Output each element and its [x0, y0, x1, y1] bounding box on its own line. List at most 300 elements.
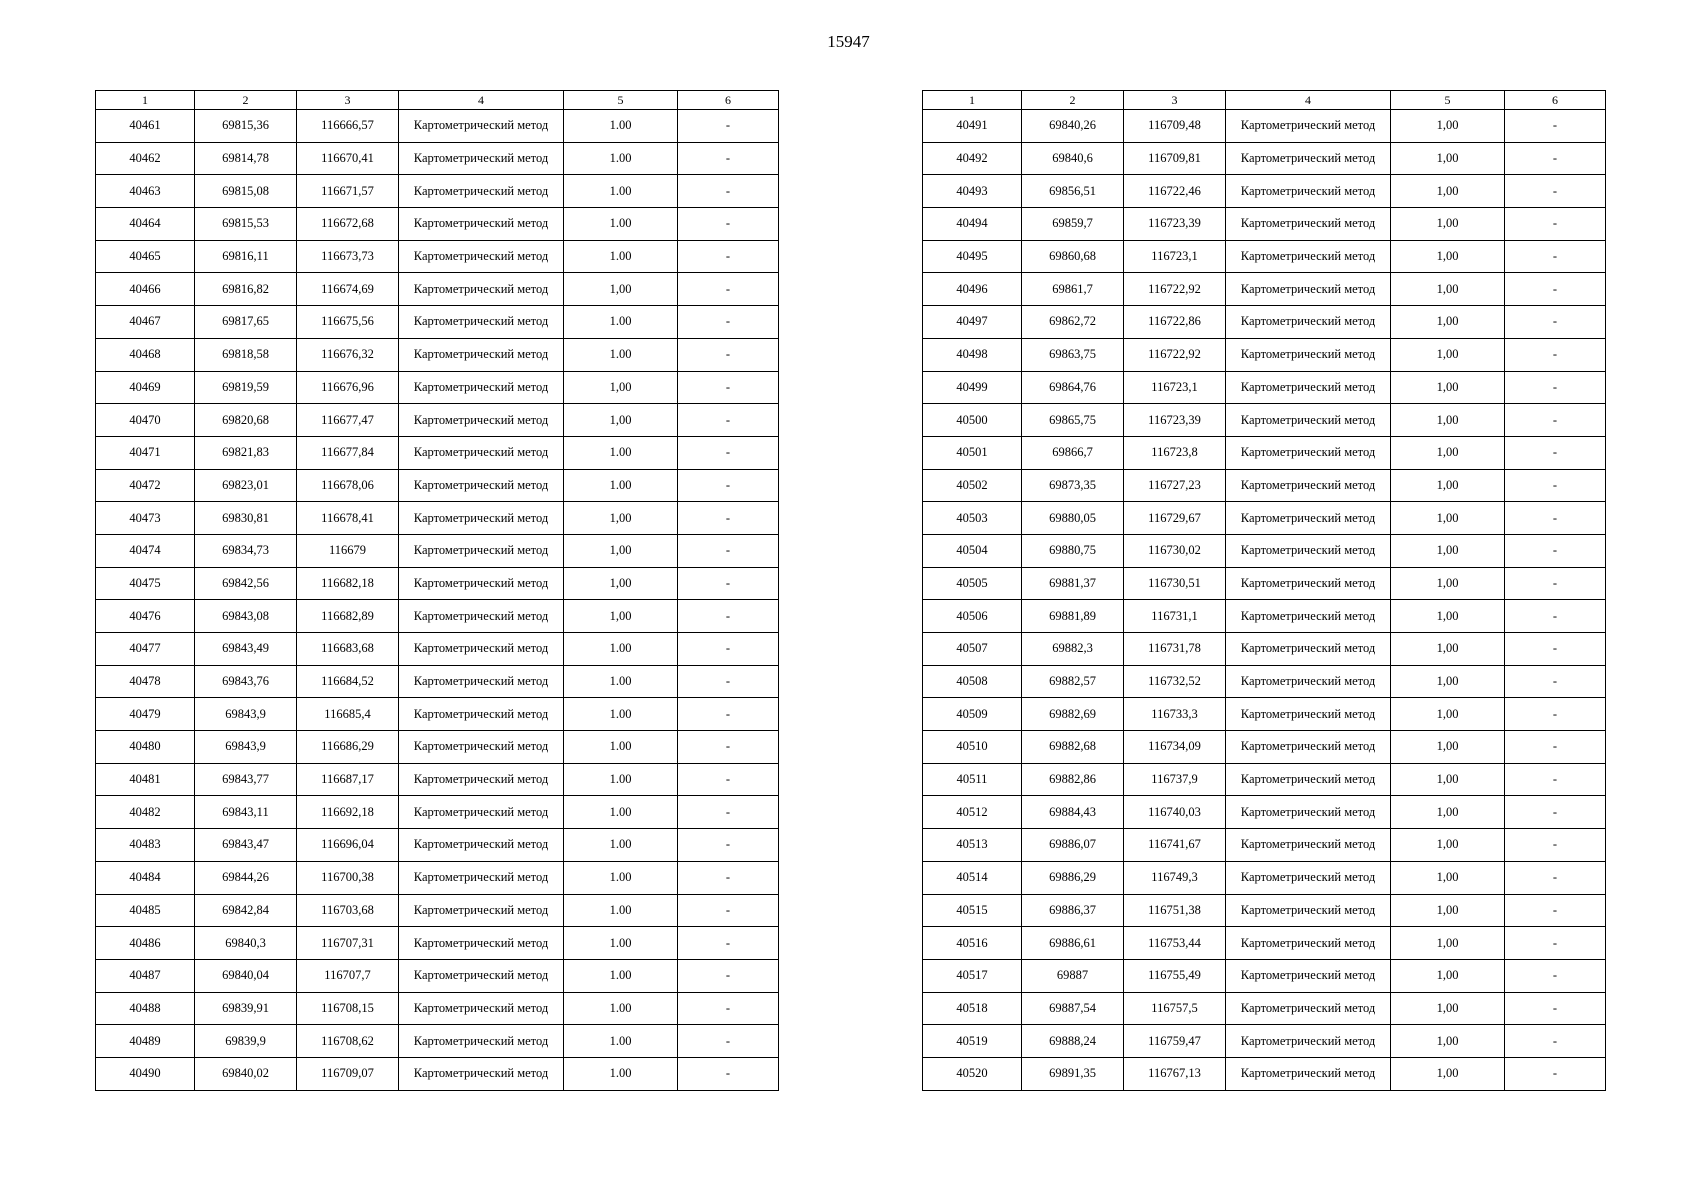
accuracy-cell: 1.00 [564, 1057, 678, 1090]
y-coordinate-cell: 116723,1 [1124, 371, 1226, 404]
table-row [923, 142, 1606, 175]
method-cell: Картометрический метод [399, 894, 564, 927]
x-coordinate-cell: 69864,76 [1022, 371, 1124, 404]
method-cell: Картометрический метод [1226, 992, 1391, 1025]
table-row [96, 600, 779, 633]
method-cell: Картометрический метод [1226, 142, 1391, 175]
accuracy-cell: 1.00 [564, 861, 678, 894]
accuracy-cell: 1.00 [564, 338, 678, 371]
table-row [923, 600, 1606, 633]
description-cell: - [678, 600, 779, 633]
column-header: 1 [96, 91, 195, 110]
method-cell: Картометрический метод [399, 1057, 564, 1090]
x-coordinate-cell: 69814,78 [195, 142, 297, 175]
point-number-cell: 40475 [96, 567, 195, 600]
method-cell: Картометрический метод [1226, 502, 1391, 535]
accuracy-cell: 1,00 [1391, 534, 1505, 567]
point-number-cell: 40517 [923, 959, 1022, 992]
description-cell: - [678, 534, 779, 567]
y-coordinate-cell: 116741,67 [1124, 829, 1226, 862]
method-cell: Картометрический метод [1226, 567, 1391, 600]
y-coordinate-cell: 116759,47 [1124, 1025, 1226, 1058]
point-number-cell: 40478 [96, 665, 195, 698]
x-coordinate-cell: 69843,08 [195, 600, 297, 633]
description-cell: - [1505, 927, 1606, 960]
point-number-cell: 40507 [923, 633, 1022, 666]
accuracy-cell: 1.00 [564, 829, 678, 862]
x-coordinate-cell: 69840,26 [1022, 110, 1124, 143]
method-cell: Картометрический метод [1226, 175, 1391, 208]
point-number-cell: 40465 [96, 240, 195, 273]
y-coordinate-cell: 116692,18 [297, 796, 399, 829]
description-cell: - [1505, 338, 1606, 371]
y-coordinate-cell: 116707,7 [297, 959, 399, 992]
method-cell: Картометрический метод [399, 273, 564, 306]
y-coordinate-cell: 116723,8 [1124, 436, 1226, 469]
table-row [96, 404, 779, 437]
method-cell: Картометрический метод [1226, 1025, 1391, 1058]
table-row [923, 436, 1606, 469]
method-cell: Картометрический метод [1226, 240, 1391, 273]
coordinates-table-right [922, 90, 1606, 1091]
accuracy-cell: 1,00 [1391, 306, 1505, 339]
description-cell: - [678, 1057, 779, 1090]
method-cell: Картометрический метод [399, 992, 564, 1025]
table-row [923, 567, 1606, 600]
y-coordinate-cell: 116733,3 [1124, 698, 1226, 731]
table-row [96, 665, 779, 698]
x-coordinate-cell: 69842,84 [195, 894, 297, 927]
method-cell: Картометрический метод [1226, 338, 1391, 371]
method-cell: Картометрический метод [399, 306, 564, 339]
accuracy-cell: 1.00 [564, 306, 678, 339]
accuracy-cell: 1,00 [564, 404, 678, 437]
description-cell: - [1505, 894, 1606, 927]
table-row [96, 142, 779, 175]
x-coordinate-cell: 69840,04 [195, 959, 297, 992]
y-coordinate-cell: 116709,81 [1124, 142, 1226, 175]
y-coordinate-cell: 116700,38 [297, 861, 399, 894]
method-cell: Картометрический метод [399, 436, 564, 469]
point-number-cell: 40502 [923, 469, 1022, 502]
accuracy-cell: 1.00 [564, 894, 678, 927]
accuracy-cell: 1,00 [1391, 469, 1505, 502]
point-number-cell: 40510 [923, 731, 1022, 764]
y-coordinate-cell: 116730,02 [1124, 534, 1226, 567]
y-coordinate-cell: 116678,06 [297, 469, 399, 502]
description-cell: - [678, 992, 779, 1025]
column-header: 4 [1226, 91, 1391, 110]
method-cell: Картометрический метод [1226, 436, 1391, 469]
y-coordinate-cell: 116734,09 [1124, 731, 1226, 764]
y-coordinate-cell: 116703,68 [297, 894, 399, 927]
point-number-cell: 40471 [96, 436, 195, 469]
y-coordinate-cell: 116730,51 [1124, 567, 1226, 600]
x-coordinate-cell: 69861,7 [1022, 273, 1124, 306]
x-coordinate-cell: 69860,68 [1022, 240, 1124, 273]
y-coordinate-cell: 116731,1 [1124, 600, 1226, 633]
method-cell: Картометрический метод [399, 469, 564, 502]
column-header: 6 [678, 91, 779, 110]
accuracy-cell: 1,00 [1391, 567, 1505, 600]
description-cell: - [678, 633, 779, 666]
y-coordinate-cell: 116682,89 [297, 600, 399, 633]
accuracy-cell: 1,00 [1391, 698, 1505, 731]
y-coordinate-cell: 116673,73 [297, 240, 399, 273]
accuracy-cell: 1,00 [1391, 600, 1505, 633]
description-cell: - [1505, 959, 1606, 992]
x-coordinate-cell: 69880,05 [1022, 502, 1124, 535]
x-coordinate-cell: 69821,83 [195, 436, 297, 469]
x-coordinate-cell: 69882,3 [1022, 633, 1124, 666]
table-row [96, 829, 779, 862]
x-coordinate-cell: 69816,82 [195, 273, 297, 306]
method-cell: Картометрический метод [399, 1025, 564, 1058]
y-coordinate-cell: 116675,56 [297, 306, 399, 339]
method-cell: Картометрический метод [399, 534, 564, 567]
accuracy-cell: 1.00 [564, 110, 678, 143]
page-number: 15947 [827, 32, 870, 51]
accuracy-cell: 1.00 [564, 731, 678, 764]
point-number-cell: 40473 [96, 502, 195, 535]
accuracy-cell: 1,00 [1391, 208, 1505, 241]
point-number-cell: 40519 [923, 1025, 1022, 1058]
y-coordinate-cell: 116727,23 [1124, 469, 1226, 502]
table-row [96, 698, 779, 731]
point-number-cell: 40515 [923, 894, 1022, 927]
y-coordinate-cell: 116722,86 [1124, 306, 1226, 339]
method-cell: Картометрический метод [399, 338, 564, 371]
y-coordinate-cell: 116749,3 [1124, 861, 1226, 894]
description-cell: - [1505, 534, 1606, 567]
accuracy-cell: 1.00 [564, 633, 678, 666]
accuracy-cell: 1,00 [1391, 436, 1505, 469]
accuracy-cell: 1.00 [564, 665, 678, 698]
y-coordinate-cell: 116723,39 [1124, 208, 1226, 241]
method-cell: Картометрический метод [399, 567, 564, 600]
x-coordinate-cell: 69880,75 [1022, 534, 1124, 567]
point-number-cell: 40467 [96, 306, 195, 339]
y-coordinate-cell: 116687,17 [297, 763, 399, 796]
table-row [923, 110, 1606, 143]
accuracy-cell: 1,00 [564, 502, 678, 535]
table-row [96, 469, 779, 502]
y-coordinate-cell: 116686,29 [297, 731, 399, 764]
table-row [96, 436, 779, 469]
x-coordinate-cell: 69884,43 [1022, 796, 1124, 829]
accuracy-cell: 1,00 [1391, 633, 1505, 666]
method-cell: Картометрический метод [1226, 665, 1391, 698]
table-row [96, 567, 779, 600]
description-cell: - [678, 110, 779, 143]
table-row [923, 829, 1606, 862]
description-cell: - [678, 240, 779, 273]
accuracy-cell: 1,00 [1391, 1057, 1505, 1090]
description-cell: - [1505, 567, 1606, 600]
table-row [923, 698, 1606, 731]
description-cell: - [678, 665, 779, 698]
table-row [96, 502, 779, 535]
table-row [923, 338, 1606, 371]
method-cell: Картометрический метод [399, 665, 564, 698]
table-row [923, 894, 1606, 927]
accuracy-cell: 1.00 [564, 142, 678, 175]
description-cell: - [1505, 175, 1606, 208]
method-cell: Картометрический метод [1226, 731, 1391, 764]
description-cell: - [678, 436, 779, 469]
point-number-cell: 40470 [96, 404, 195, 437]
point-number-cell: 40506 [923, 600, 1022, 633]
description-cell: - [1505, 665, 1606, 698]
y-coordinate-cell: 116678,41 [297, 502, 399, 535]
method-cell: Картометрический метод [399, 796, 564, 829]
y-coordinate-cell: 116722,92 [1124, 338, 1226, 371]
column-header: 5 [1391, 91, 1505, 110]
x-coordinate-cell: 69817,65 [195, 306, 297, 339]
description-cell: - [678, 698, 779, 731]
description-cell: - [678, 894, 779, 927]
description-cell: - [1505, 502, 1606, 535]
x-coordinate-cell: 69840,6 [1022, 142, 1124, 175]
method-cell: Картометрический метод [1226, 110, 1391, 143]
accuracy-cell: 1.00 [564, 698, 678, 731]
method-cell: Картометрический метод [399, 698, 564, 731]
description-cell: - [678, 567, 779, 600]
y-coordinate-cell: 116709,07 [297, 1057, 399, 1090]
description-cell: - [678, 796, 779, 829]
accuracy-cell: 1,00 [1391, 829, 1505, 862]
table-row [96, 208, 779, 241]
x-coordinate-cell: 69842,56 [195, 567, 297, 600]
table-row [923, 208, 1606, 241]
accuracy-cell: 1,00 [1391, 861, 1505, 894]
accuracy-cell: 1,00 [1391, 665, 1505, 698]
method-cell: Картометрический метод [399, 959, 564, 992]
accuracy-cell: 1,00 [1391, 110, 1505, 143]
description-cell: - [1505, 698, 1606, 731]
accuracy-cell: 1.00 [564, 1025, 678, 1058]
description-cell: - [1505, 763, 1606, 796]
x-coordinate-cell: 69815,08 [195, 175, 297, 208]
point-number-cell: 40483 [96, 829, 195, 862]
method-cell: Картометрический метод [1226, 306, 1391, 339]
table-row [923, 796, 1606, 829]
point-number-cell: 40508 [923, 665, 1022, 698]
point-number-cell: 40498 [923, 338, 1022, 371]
point-number-cell: 40509 [923, 698, 1022, 731]
description-cell: - [678, 208, 779, 241]
y-coordinate-cell: 116767,13 [1124, 1057, 1226, 1090]
y-coordinate-cell: 116732,52 [1124, 665, 1226, 698]
method-cell: Картометрический метод [399, 502, 564, 535]
description-cell: - [1505, 436, 1606, 469]
method-cell: Картометрический метод [1226, 927, 1391, 960]
point-number-cell: 40482 [96, 796, 195, 829]
description-cell: - [1505, 240, 1606, 273]
description-cell: - [1505, 633, 1606, 666]
point-number-cell: 40492 [923, 142, 1022, 175]
point-number-cell: 40513 [923, 829, 1022, 862]
description-cell: - [678, 175, 779, 208]
accuracy-cell: 1.00 [564, 469, 678, 502]
x-coordinate-cell: 69839,91 [195, 992, 297, 1025]
accuracy-cell: 1.00 [564, 436, 678, 469]
accuracy-cell: 1.00 [564, 796, 678, 829]
method-cell: Картометрический метод [399, 763, 564, 796]
table-row [923, 763, 1606, 796]
table-row [96, 371, 779, 404]
x-coordinate-cell: 69887,54 [1022, 992, 1124, 1025]
y-coordinate-cell: 116676,32 [297, 338, 399, 371]
description-cell: - [678, 469, 779, 502]
method-cell: Картометрический метод [1226, 1057, 1391, 1090]
description-cell: - [678, 763, 779, 796]
x-coordinate-cell: 69862,72 [1022, 306, 1124, 339]
point-number-cell: 40516 [923, 927, 1022, 960]
x-coordinate-cell: 69886,07 [1022, 829, 1124, 862]
table-row [96, 861, 779, 894]
point-number-cell: 40499 [923, 371, 1022, 404]
x-coordinate-cell: 69886,37 [1022, 894, 1124, 927]
description-cell: - [678, 927, 779, 960]
x-coordinate-cell: 69844,26 [195, 861, 297, 894]
y-coordinate-cell: 116708,62 [297, 1025, 399, 1058]
accuracy-cell: 1.00 [564, 763, 678, 796]
point-number-cell: 40480 [96, 731, 195, 764]
point-number-cell: 40485 [96, 894, 195, 927]
accuracy-cell: 1.00 [564, 959, 678, 992]
x-coordinate-cell: 69886,61 [1022, 927, 1124, 960]
x-coordinate-cell: 69819,59 [195, 371, 297, 404]
y-coordinate-cell: 116709,48 [1124, 110, 1226, 143]
point-number-cell: 40514 [923, 861, 1022, 894]
table-row [96, 927, 779, 960]
table-row [923, 665, 1606, 698]
y-coordinate-cell: 116723,39 [1124, 404, 1226, 437]
point-number-cell: 40490 [96, 1057, 195, 1090]
x-coordinate-cell: 69881,37 [1022, 567, 1124, 600]
method-cell: Картометрический метод [1226, 829, 1391, 862]
table-row [923, 534, 1606, 567]
point-number-cell: 40477 [96, 633, 195, 666]
method-cell: Картометрический метод [1226, 894, 1391, 927]
description-cell: - [678, 731, 779, 764]
point-number-cell: 40462 [96, 142, 195, 175]
point-number-cell: 40463 [96, 175, 195, 208]
table-row [923, 1025, 1606, 1058]
x-coordinate-cell: 69843,76 [195, 665, 297, 698]
point-number-cell: 40501 [923, 436, 1022, 469]
table-row [923, 861, 1606, 894]
x-coordinate-cell: 69888,24 [1022, 1025, 1124, 1058]
column-header: 4 [399, 91, 564, 110]
method-cell: Картометрический метод [1226, 208, 1391, 241]
column-header: 1 [923, 91, 1022, 110]
y-coordinate-cell: 116753,44 [1124, 927, 1226, 960]
point-number-cell: 40479 [96, 698, 195, 731]
point-number-cell: 40495 [923, 240, 1022, 273]
table-row [96, 796, 779, 829]
y-coordinate-cell: 116722,46 [1124, 175, 1226, 208]
accuracy-cell: 1.00 [564, 992, 678, 1025]
table-row [923, 633, 1606, 666]
accuracy-cell: 1,00 [564, 534, 678, 567]
y-coordinate-cell: 116685,4 [297, 698, 399, 731]
method-cell: Картометрический метод [1226, 796, 1391, 829]
table-row [96, 1057, 779, 1090]
method-cell: Картометрический метод [1226, 273, 1391, 306]
y-coordinate-cell: 116676,96 [297, 371, 399, 404]
point-number-cell: 40484 [96, 861, 195, 894]
x-coordinate-cell: 69830,81 [195, 502, 297, 535]
point-number-cell: 40518 [923, 992, 1022, 1025]
x-coordinate-cell: 69882,68 [1022, 731, 1124, 764]
y-coordinate-cell: 116671,57 [297, 175, 399, 208]
y-coordinate-cell: 116722,92 [1124, 273, 1226, 306]
point-number-cell: 40466 [96, 273, 195, 306]
y-coordinate-cell: 116672,68 [297, 208, 399, 241]
x-coordinate-cell: 69886,29 [1022, 861, 1124, 894]
point-number-cell: 40481 [96, 763, 195, 796]
method-cell: Картометрический метод [399, 731, 564, 764]
table-row [923, 404, 1606, 437]
y-coordinate-cell: 116737,9 [1124, 763, 1226, 796]
description-cell: - [1505, 404, 1606, 437]
method-cell: Картометрический метод [1226, 861, 1391, 894]
x-coordinate-cell: 69887 [1022, 959, 1124, 992]
accuracy-cell: 1,00 [1391, 371, 1505, 404]
y-coordinate-cell: 116666,57 [297, 110, 399, 143]
description-cell: - [1505, 208, 1606, 241]
accuracy-cell: 1,00 [1391, 502, 1505, 535]
accuracy-cell: 1,00 [1391, 142, 1505, 175]
accuracy-cell: 1,00 [1391, 763, 1505, 796]
point-number-cell: 40497 [923, 306, 1022, 339]
column-header: 2 [195, 91, 297, 110]
description-cell: - [678, 142, 779, 175]
table-row [96, 731, 779, 764]
method-cell: Картометрический метод [1226, 404, 1391, 437]
table-body-left [96, 110, 779, 1091]
column-header: 3 [297, 91, 399, 110]
table-row [96, 273, 779, 306]
x-coordinate-cell: 69843,9 [195, 731, 297, 764]
table-row [923, 731, 1606, 764]
table-row [923, 306, 1606, 339]
table-row [923, 175, 1606, 208]
description-cell: - [1505, 1057, 1606, 1090]
accuracy-cell: 1,00 [1391, 894, 1505, 927]
y-coordinate-cell: 116684,52 [297, 665, 399, 698]
method-cell: Картометрический метод [399, 600, 564, 633]
y-coordinate-cell: 116679 [297, 534, 399, 567]
table-row [923, 240, 1606, 273]
x-coordinate-cell: 69881,89 [1022, 600, 1124, 633]
x-coordinate-cell: 69839,9 [195, 1025, 297, 1058]
point-number-cell: 40464 [96, 208, 195, 241]
point-number-cell: 40474 [96, 534, 195, 567]
y-coordinate-cell: 116682,18 [297, 567, 399, 600]
point-number-cell: 40520 [923, 1057, 1022, 1090]
description-cell: - [1505, 861, 1606, 894]
x-coordinate-cell: 69815,53 [195, 208, 297, 241]
accuracy-cell: 1,00 [564, 567, 678, 600]
table-row [96, 175, 779, 208]
description-cell: - [678, 1025, 779, 1058]
description-cell: - [1505, 992, 1606, 1025]
x-coordinate-cell: 69873,35 [1022, 469, 1124, 502]
point-number-cell: 40489 [96, 1025, 195, 1058]
